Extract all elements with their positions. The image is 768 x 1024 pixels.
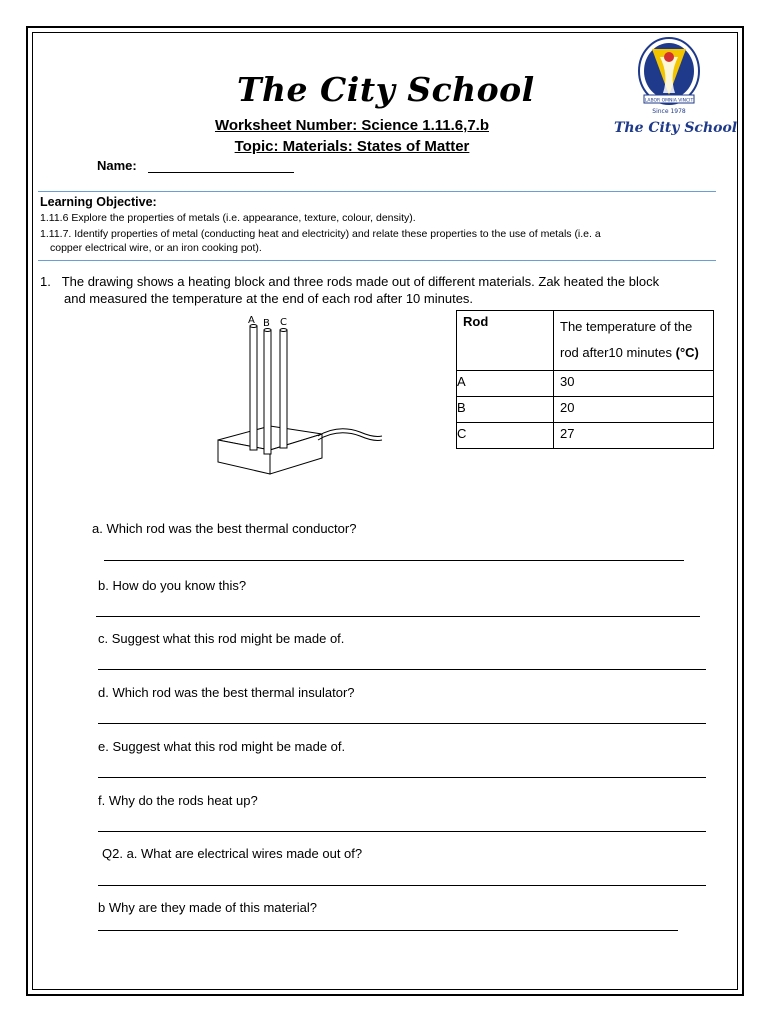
- answer-line-2b[interactable]: [98, 930, 678, 931]
- question-2a: Q2. a. What are electrical wires made out of?: [102, 846, 363, 861]
- answer-line-1b[interactable]: [96, 616, 700, 617]
- rod-label-c: C: [280, 317, 287, 328]
- learning-objective-heading: Learning Objective:: [40, 195, 157, 209]
- school-title: The City School: [237, 70, 535, 109]
- rod-a: [250, 326, 257, 450]
- cell-temp: 30: [554, 371, 714, 397]
- heating-block-diagram: [210, 312, 385, 482]
- question-1-text-2: and measured the temperature at the end of each rod after 10 minutes.: [64, 291, 474, 306]
- logo-caption: The City School: [614, 120, 738, 136]
- question-1-line-1: [40, 273, 659, 291]
- question-1-number: 1.: [40, 274, 51, 289]
- header-temp-line-1: The temperature of the: [560, 319, 693, 334]
- answer-line-2a[interactable]: [98, 885, 706, 886]
- objective-divider: [38, 260, 716, 261]
- rod-b: [264, 330, 271, 454]
- question-1a: a. Which rod was the best thermal conductor?: [92, 521, 357, 536]
- cell-rod: A: [457, 371, 554, 397]
- table-row: [457, 423, 714, 449]
- answer-line-1f[interactable]: [98, 831, 706, 832]
- learning-objective-item: copper electrical wire, or an iron cooking pot).: [50, 242, 262, 254]
- table-header-row: [457, 311, 714, 371]
- question-1d: d. Which rod was the best thermal insulator?: [98, 685, 355, 700]
- header-temp-line-2: rod after10 minutes: [560, 345, 673, 360]
- answer-line-1a[interactable]: [104, 560, 684, 561]
- school-crest-logo: [630, 35, 708, 123]
- cell-temp: 20: [554, 397, 714, 423]
- worksheet-number: Worksheet Number: Science 1.11.6,7.b: [214, 117, 489, 134]
- header-unit: (°C): [675, 345, 699, 360]
- header-temperature: [554, 311, 714, 371]
- question-1b: b. How do you know this?: [98, 578, 247, 593]
- table-row: [457, 371, 714, 397]
- worksheet-topic: Topic: Materials: States of Matter: [234, 138, 470, 155]
- question-2b: b Why are they made of this material?: [98, 900, 317, 915]
- question-1-text-1: The drawing shows a heating block and three rods made out of different materials. Zak heated the block: [61, 274, 660, 289]
- name-input-line[interactable]: [148, 172, 294, 173]
- logo-banner-text: LABOR OMNIA VINCIT: [644, 98, 694, 104]
- cell-rod: B: [457, 397, 554, 423]
- header-rod: Rod: [457, 311, 554, 371]
- rod-label-a: A: [248, 315, 255, 326]
- temperature-table: [456, 310, 714, 449]
- rod-label-b: B: [263, 318, 270, 329]
- rod-c: [280, 330, 287, 448]
- question-1e: e. Suggest what this rod might be made of.: [98, 739, 346, 754]
- answer-line-1c[interactable]: [98, 669, 706, 670]
- answer-line-1d[interactable]: [98, 723, 706, 724]
- header-divider: [38, 191, 716, 192]
- logo-since-text: Since 1978: [652, 108, 686, 115]
- learning-objective-item: 1.11.7. Identify properties of metal (conducting heat and electricity) and relate these properties to the use of metals (i.e. a: [40, 228, 601, 240]
- question-1f: f. Why do the rods heat up?: [98, 793, 258, 808]
- cell-temp: 27: [554, 423, 714, 449]
- question-1c: c. Suggest what this rod might be made of.: [98, 631, 345, 646]
- answer-line-1e[interactable]: [98, 777, 706, 778]
- name-label: Name:: [97, 158, 137, 173]
- cell-rod: C: [457, 423, 554, 449]
- table-row: [457, 397, 714, 423]
- learning-objective-item: 1.11.6 Explore the properties of metals (i.e. appearance, texture, colour, density).: [40, 212, 416, 224]
